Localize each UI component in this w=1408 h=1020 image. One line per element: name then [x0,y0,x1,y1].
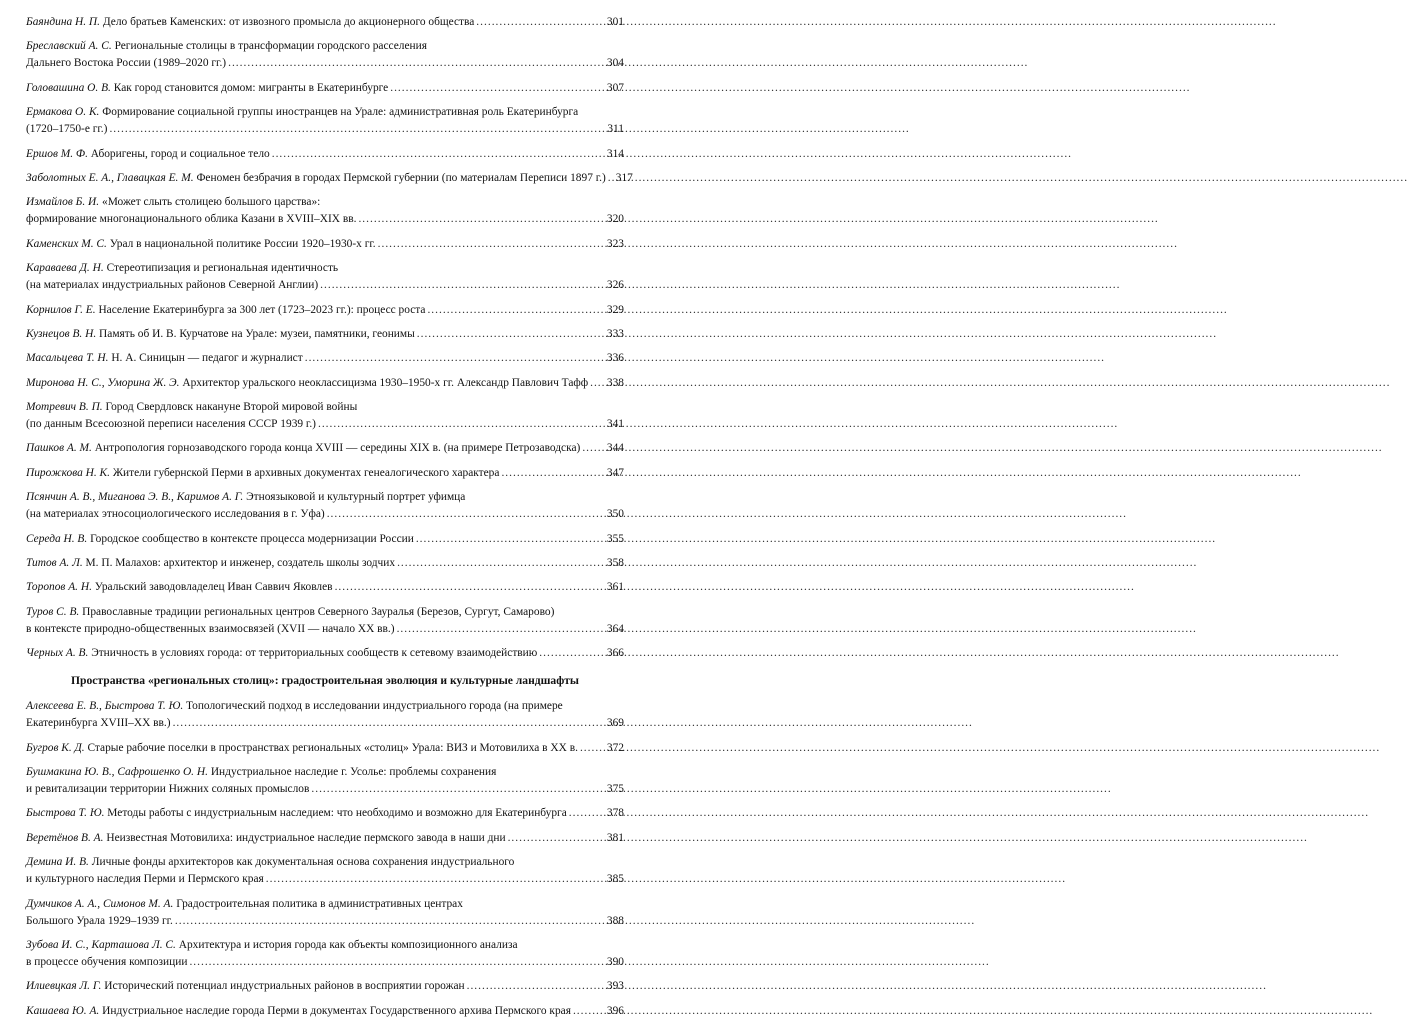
toc-entry-text [26,645,537,662]
toc-page-number: 307 [606,81,624,94]
toc-page-number: 314 [606,147,624,160]
toc-leader-dots [335,579,605,596]
toc-entry-line [26,211,624,228]
toc-entry-title: в процессе обучения композиции [26,955,188,968]
toc-entry-line [26,854,624,871]
toc-entry-title: Как город становится домом: мигранты в Екатеринбурге [113,81,389,94]
toc-entry-author: Середа Н. В. [26,532,88,545]
toc-entry-title: Этноязыковой и культурный портрет уфимца [246,491,466,504]
toc-entry-text [26,326,415,343]
toc-leader-dots [311,781,605,798]
toc-entry[interactable] [26,375,624,392]
toc-entry-text [26,194,320,211]
toc-entry-title: Н. А. Синицын — педагог и журналист [111,352,303,365]
toc-page-number: 347 [606,466,624,479]
toc-entry-title: Население Екатеринбурга за 300 лет (1723–2023 гг.): процесс роста [98,303,426,316]
toc-page-number: 323 [606,237,624,250]
toc-entry-title: Дело братьев Каменских: от извозного промысла до акционерного общества [102,16,475,28]
toc-page-number: 364 [606,622,624,635]
toc-entry[interactable] [26,170,633,187]
toc-entry-title: Уральский заводовладелец Иван Саввич Яковлев [94,581,333,594]
toc-entry[interactable] [26,830,624,847]
toc-entry[interactable] [26,896,624,930]
toc-entry-text [26,104,578,121]
toc-entry[interactable] [26,146,624,163]
toc-entry-author: Думчиков А. А., Симонов М. А. [26,897,174,910]
toc-entry[interactable] [26,740,624,757]
toc-entry-text [26,80,388,97]
toc-entry-line [26,555,624,572]
toc-leader-dots [397,621,605,638]
toc-entry-line [26,146,624,163]
toc-entry[interactable] [26,489,624,523]
toc-entry-author: Пирожкова Н. К. [26,466,110,479]
toc-entry-author: Баяндина Н. П. [26,16,101,28]
toc-entry-author: Торопов А. Н. [26,581,92,594]
toc-leader-dots [109,121,605,138]
toc-entry-line [26,440,624,457]
toc-entry-line [26,954,624,971]
toc-entry-line [26,489,624,506]
toc-entry-text [26,531,414,548]
toc-entry[interactable] [26,531,624,548]
toc-entry[interactable] [26,260,624,294]
toc-page [0,0,634,1017]
toc-entry[interactable] [26,805,624,822]
toc-entry-author: Бреславский А. С. [26,40,112,53]
toc-entry[interactable] [26,440,624,457]
toc-entry-line [26,715,624,732]
toc-entry[interactable] [26,937,624,971]
toc-entry-line [26,170,633,187]
toc-page-number: 344 [606,442,624,455]
toc-entry-title: и культурного наследия Перми и Пермского края [26,873,264,886]
toc-entry-line [26,326,624,343]
toc-entry-author: Бушмакина Ю. В., Сафрошенко О. Н. [26,765,208,778]
toc-leader-dots [358,211,604,228]
toc-entry-line [26,38,624,55]
toc-entry-title: Градостроительная политика в административных центрах [176,897,463,910]
toc-entry-text [26,1003,571,1020]
toc-entry-title: Антропология горнозаводского города конца XVIII — середины XIX в. (на примере Петрозаводска) [94,442,581,455]
toc-entry-line [26,14,624,31]
toc-entry-title: Большого Урала 1929–1939 гг. [26,914,173,927]
toc-entry-author: Кашаева Ю. А. [26,1004,100,1017]
toc-entry-text [26,579,333,596]
toc-entry[interactable] [26,350,624,367]
toc-entry-author: Илиевцкая Л. Г. [26,980,102,993]
toc-entry-author: Каменских М. С. [26,237,107,250]
toc-leader-dots [539,645,605,662]
toc-leader-dots [175,913,605,930]
toc-page-number: 381 [606,831,624,844]
toc-entry-line [26,781,624,798]
toc-entry-text [26,830,506,847]
toc-leader-dots [173,715,605,732]
toc-entry[interactable] [26,854,624,888]
toc-entry[interactable] [26,80,624,97]
toc-entry-title: (по данным Всесоюзной переписи населения СССР 1939 г.) [26,418,316,431]
toc-entry-line [26,978,624,995]
toc-entry-line [26,55,624,72]
toc-entry-line [26,604,624,621]
toc-entry-line [26,830,624,847]
toc-entry-title: Городское сообщество в контексте процесса модернизации России [90,532,414,545]
toc-entry[interactable] [26,978,624,995]
toc-leader-dots [590,375,605,392]
toc-leader-dots [582,440,605,457]
toc-page-number: 336 [606,352,624,365]
toc-page-number: 372 [606,741,624,754]
toc-entry-author: Зубова И. С., Карташова Л. С. [26,938,176,951]
toc-page-number: 320 [606,213,624,226]
toc-entry-author: Головашина О. В. [26,81,111,94]
toc-leader-dots [272,146,605,163]
toc-entry-text [26,978,465,995]
toc-entry[interactable] [26,465,624,482]
toc-entry-title: Личные фонды архитекторов как документальная основа сохранения индустриального [91,856,515,869]
toc-entry-title: в контексте природно-общественных взаимосвязей (XVII — начало XX вв.) [26,622,395,635]
toc-entry-text [26,854,514,871]
toc-entry[interactable] [26,399,624,433]
toc-entry-author: Ершов М. Ф. [26,147,88,160]
toc-entry-line [26,896,624,913]
toc-entry[interactable] [26,698,624,732]
toc-page-number: 369 [606,717,624,730]
toc-page-number: 301 [606,16,624,28]
toc-entry-title: Память об И. В. Курчатове на Урале: музеи, памятники, геонимы [99,327,415,340]
toc-entry-text [26,277,318,294]
toc-entry-line [26,121,624,138]
toc-entry-line [26,913,624,930]
toc-entry-title: Старые рабочие поселки в пространствах региональных «столиц» Урала: ВИЗ и Мотовилиха в XX в. [87,741,578,754]
toc-entry-author: Мотревич В. П. [26,401,103,414]
toc-entry-title: Архитектура и история города как объекты композиционного анализа [178,938,518,951]
toc-entry-author: Миронова Н. С., Уморина Ж. Э. [26,376,180,389]
toc-entry-title: Формирование социальной группы иностранцев на Урале: административная роль Екатеринбурга [102,106,579,119]
toc-entry-author: Титов А. Л. [26,557,83,570]
toc-entry-line [26,698,624,715]
toc-page-number: 311 [607,123,624,136]
toc-leader-dots [390,80,605,97]
toc-entry-title: Региональные столицы в трансформации городского расселения [114,40,427,53]
toc-entry-line [26,416,624,433]
toc-entry-title: Стереотипизация и региональная идентичность [106,262,339,275]
toc-page-number: 317 [615,171,633,184]
toc-leader-dots [569,805,605,822]
toc-leader-dots [320,277,605,294]
toc-entry-text [26,715,171,732]
toc-entry-line [26,740,624,757]
toc-entry-title: Жители губернской Перми в архивных документах генеалогического характера [112,466,500,479]
toc-entry-line [26,579,624,596]
toc-entry-author: Караваева Д. Н. [26,262,104,275]
toc-entry-text [26,14,474,31]
toc-leader-dots [318,416,605,433]
toc-entry-text [26,937,518,954]
toc-entry-text [26,489,465,506]
toc-entry-author: Заболотных Е. А., Главацкая Е. М. [26,171,194,184]
toc-entry-text [26,146,270,163]
toc-entry-title: «Может слыть столицею большого царства»: [102,196,321,209]
toc-entry-text [26,375,588,392]
toc-entry-title: (1720–1750-е гг.) [26,123,108,136]
toc-leader-dots [378,236,605,253]
toc-entry-line [26,350,624,367]
toc-entry[interactable] [26,38,624,72]
toc-entry-author: Корнилов Г. Е. [26,303,96,316]
toc-entry[interactable] [26,236,624,253]
toc-entry[interactable] [26,604,624,638]
toc-page-number: 385 [606,873,624,886]
toc-entry-line [26,375,624,392]
toc-entry-title: Аборигены, город и социальное тело [90,147,270,160]
toc-entry-text [26,740,578,757]
toc-entry-title: Неизвестная Мотовилиха: индустриальное наследие пермского завода в наши дни [106,831,506,844]
toc-entry-line [26,80,624,97]
toc-entry-line [26,104,624,121]
toc-entry-author: Алексеева Е. В., Быстрова Т. Ю. [26,700,184,713]
toc-entry-line [26,531,624,548]
toc-entry[interactable] [26,1003,624,1020]
toc-entry-line [26,236,624,253]
toc-leader-dots [266,871,605,888]
toc-page-number: 329 [606,303,624,316]
toc-entry-title: и ревитализации территории Нижних соляных промыслов [26,782,310,795]
toc-entry-text [26,121,107,138]
toc-entry-title: (на материалах этносоциологического исследования в г. Уфа) [26,508,325,521]
toc-entry[interactable] [26,302,624,319]
toc-entry-line [26,302,624,319]
toc-entry-author: Быстрова Т. Ю. [26,807,105,820]
toc-entry-line [26,399,624,416]
toc-entry-author: Масальцева Т. Н. [26,352,109,365]
toc-entry-text [26,302,425,319]
toc-leader-dots [397,555,605,572]
toc-entry-title: формирование многонационального облика Казани в XVIII–XIX вв. [26,213,357,226]
toc-leader-dots [476,14,605,31]
toc-entry-text [26,913,173,930]
toc-entry-text [26,416,316,433]
toc-entry[interactable] [26,194,624,228]
toc-page-number: 338 [606,376,624,389]
toc-entry-title: Архитектор уральского неоклассицизма 1930–1950-х гг. Александр Павлович Тафф [182,376,589,389]
toc-entry-title: (на материалах индустриальных районов Северной Англии) [26,279,319,292]
toc-list-part-1 [26,14,633,662]
toc-entry-text [26,555,395,572]
toc-page-number: 326 [606,279,624,292]
toc-entry-line [26,645,624,662]
toc-entry-author: Ермакова О. К. [26,106,100,119]
toc-leader-dots [580,740,605,757]
toc-entry-title: Методы работы с индустриальным наследием: что необходимо и возможно для Екатеринбурга [107,807,567,820]
toc-leader-dots [416,531,605,548]
toc-leader-dots [228,55,605,72]
toc-entry-title: Урал в национальной политике России 1920–1930-х гг. [109,237,376,250]
toc-entry-line [26,465,624,482]
toc-entry[interactable] [26,579,624,596]
toc-entry[interactable] [26,14,624,31]
toc-leader-dots [427,302,604,319]
toc-leader-dots [608,170,614,187]
toc-leader-dots [305,350,605,367]
toc-entry-text [26,896,463,913]
toc-entry-text [26,260,338,277]
toc-entry-author: Кузнецов В. Н. [26,327,97,340]
toc-entry-line [26,260,624,277]
toc-leader-dots [573,1003,605,1020]
toc-leader-dots [327,506,605,523]
toc-entry-line [26,194,624,211]
toc-entry-author: Черных А. В. [26,647,89,660]
toc-entry-title: Екатеринбурга XVIII–XX вв.) [26,717,171,730]
toc-entry-title: Дальнего Востока России (1989–2020 гг.) [26,57,227,70]
toc-entry-title: Город Свердловск накануне Второй мировой войны [105,401,358,414]
toc-entry-text [26,871,264,888]
toc-page-number: 333 [606,327,624,340]
toc-entry-title: Исторический потенциал индустриальных районов в восприятии горожан [104,980,465,993]
toc-entry-line [26,621,624,638]
toc-leader-dots [501,465,604,482]
toc-entry-text [26,440,580,457]
toc-entry-title: Феномен безбрачия в городах Пермской губернии (по материалам Переписи 1897 г.) [196,171,606,184]
toc-entry[interactable] [26,764,624,798]
toc-page-number: 378 [606,807,624,820]
toc-entry-title: Этничность в условиях города: от территориальных сообществ к сетевому взаимодействию [91,647,538,660]
toc-page-number: 361 [606,581,624,594]
toc-entry-title: Топологический подход в исследовании индустриального города (на примере [186,700,563,713]
toc-entry-author: Измайлов Б. И. [26,196,100,209]
toc-leader-dots [417,326,605,343]
toc-entry-line [26,764,624,781]
toc-page-number: 358 [606,557,624,570]
toc-entry-text [26,698,563,715]
toc-leader-dots [508,830,605,847]
toc-page-number: 366 [606,647,624,660]
toc-entry-author: Бугров К. Д. [26,741,85,754]
toc-entry-text [26,764,496,781]
toc-entry-line [26,277,624,294]
toc-entry-author: Веретёнов В. А. [26,831,104,844]
toc-entry-line [26,871,624,888]
toc-page-number: 388 [606,914,624,927]
toc-entry-text [26,236,376,253]
toc-entry-author: Пашков А. М. [26,442,92,455]
toc-entry-title: Индустриальное наследие г. Усолье: проблемы сохранения [210,765,497,778]
toc-entry-text [26,399,357,416]
toc-entry-text [26,604,554,621]
toc-entry-title: Индустриальное наследие города Перми в документах Государственного архива Пермского края [102,1004,571,1017]
toc-entry[interactable] [26,326,624,343]
toc-entry-text [26,350,303,367]
toc-entry-line [26,506,624,523]
toc-list-part-2 [26,698,624,1020]
toc-leader-dots [467,978,605,995]
toc-page-number: 393 [606,980,624,993]
toc-entry-author: Псянчин А. В., Миганова Э. В., Каримов А. Г. [26,491,244,504]
toc-entry-title: М. П. Малахов: архитектор и инженер, создатель школы зодчих [85,557,396,570]
toc-entry[interactable] [26,104,624,138]
toc-entry-text [26,954,187,971]
toc-entry-text [26,805,567,822]
toc-entry-text [26,781,309,798]
toc-entry-title: Православные традиции региональных центров Северного Зауралья (Березов, Сургут, Самарово) [82,605,555,618]
toc-page-number: 390 [606,955,624,968]
toc-entry-line [26,805,624,822]
toc-entry-text [26,38,427,55]
toc-page-number: 355 [606,532,624,545]
toc-entry-text [26,506,325,523]
toc-entry-text [26,621,395,638]
toc-page-number: 396 [606,1004,624,1017]
toc-entry-author: Демина И. В. [26,856,89,869]
toc-entry[interactable] [26,555,624,572]
toc-page-number: 341 [606,418,624,431]
toc-entry-line [26,1003,624,1020]
toc-entry-author: Туров С. В. [26,605,80,618]
section-title: Пространства «региональных столиц»: градостроительная эволюция и культурные ландшафты [71,674,579,688]
toc-page-number: 304 [606,57,624,70]
toc-page-number: 350 [606,508,624,521]
toc-entry-text [26,465,499,482]
toc-page-number: 375 [606,782,624,795]
toc-entry-text [26,170,606,187]
toc-entry-text [26,211,356,228]
toc-entry-line [26,937,624,954]
toc-entry[interactable] [26,645,624,662]
toc-entry-text [26,55,226,72]
toc-leader-dots [189,954,604,971]
